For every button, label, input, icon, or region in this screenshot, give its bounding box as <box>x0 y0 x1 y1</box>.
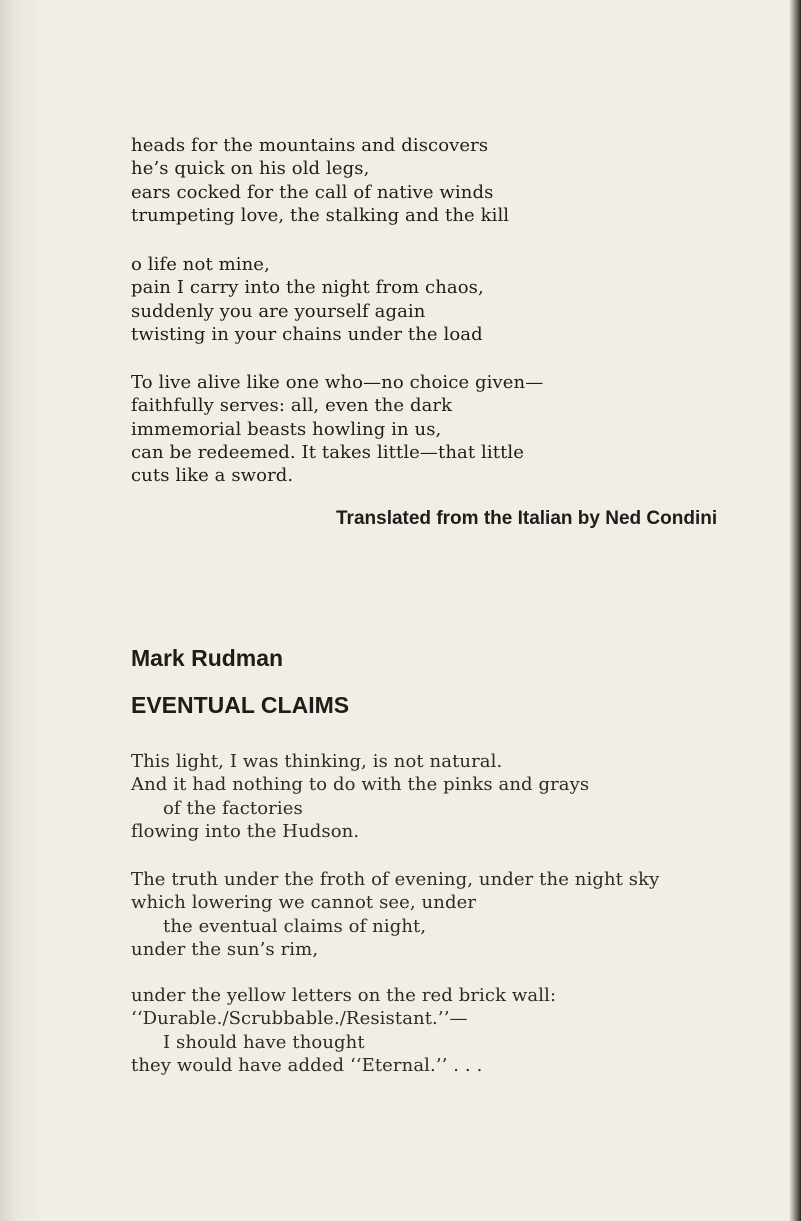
poem-one-stanza-1 <box>131 134 509 227</box>
poem-line: o life not mine, <box>131 254 270 275</box>
poem-line: To live alive like one who—no choice given— <box>131 372 544 393</box>
poem-line: This light, I was thinking, is not natural. <box>131 751 503 772</box>
poem-line: pain I carry into the night from chaos, <box>131 277 484 299</box>
poem-two-stanza-2 <box>131 868 659 961</box>
poem-line: suddenly you are yourself again <box>131 300 426 322</box>
poem-line: The truth under the froth of evening, under the night sky <box>131 869 660 890</box>
poem-line: which lowering we cannot see, under <box>131 892 477 914</box>
poem-line: And it had nothing to do with the pinks and grays <box>131 774 590 796</box>
poem-line: trumpeting love, the stalking and the kill <box>131 204 510 226</box>
poem-title: EVENTUAL CLAIMS <box>131 692 350 718</box>
poem-line: faithfully serves: all, even the dark <box>131 395 453 417</box>
poem-line: ‘‘Durable./Scrubbable./Resistant.’’— <box>131 1008 468 1030</box>
poem-line: twisting in your chains under the load <box>131 323 483 345</box>
poem-two-stanza-1 <box>131 750 589 843</box>
page-edge <box>789 0 801 1221</box>
translator-credit: Translated from the Italian by Ned Condini <box>336 508 718 529</box>
author-name: Mark Rudman <box>131 645 284 671</box>
poem-two-stanza-3 <box>131 984 556 1077</box>
page-gutter-shadow <box>0 0 40 1221</box>
poem-line: heads for the mountains and discovers <box>131 135 489 156</box>
poem-line-indented: I should have thought <box>163 1031 365 1053</box>
poem-line-indented: the eventual claims of night, <box>163 915 427 937</box>
poem-line: flowing into the Hudson. <box>131 820 360 842</box>
poem-line: immemorial beasts howling in us, <box>131 418 442 440</box>
poem-line: under the sun’s rim, <box>131 938 319 960</box>
poem-one-stanza-3 <box>131 371 543 487</box>
poem-line: he’s quick on his old legs, <box>131 158 370 180</box>
poem-line-indented: of the factories <box>163 797 303 819</box>
poem-line: can be redeemed. It takes little—that little <box>131 441 525 463</box>
poem-line: cuts like a sword. <box>131 465 294 487</box>
poem-one-stanza-2 <box>131 253 484 346</box>
poem-line: ears cocked for the call of native winds <box>131 181 494 203</box>
poem-line: they would have added ‘‘Eternal.’’ . . . <box>131 1054 483 1076</box>
poem-line: under the yellow letters on the red brick wall: <box>131 985 557 1006</box>
